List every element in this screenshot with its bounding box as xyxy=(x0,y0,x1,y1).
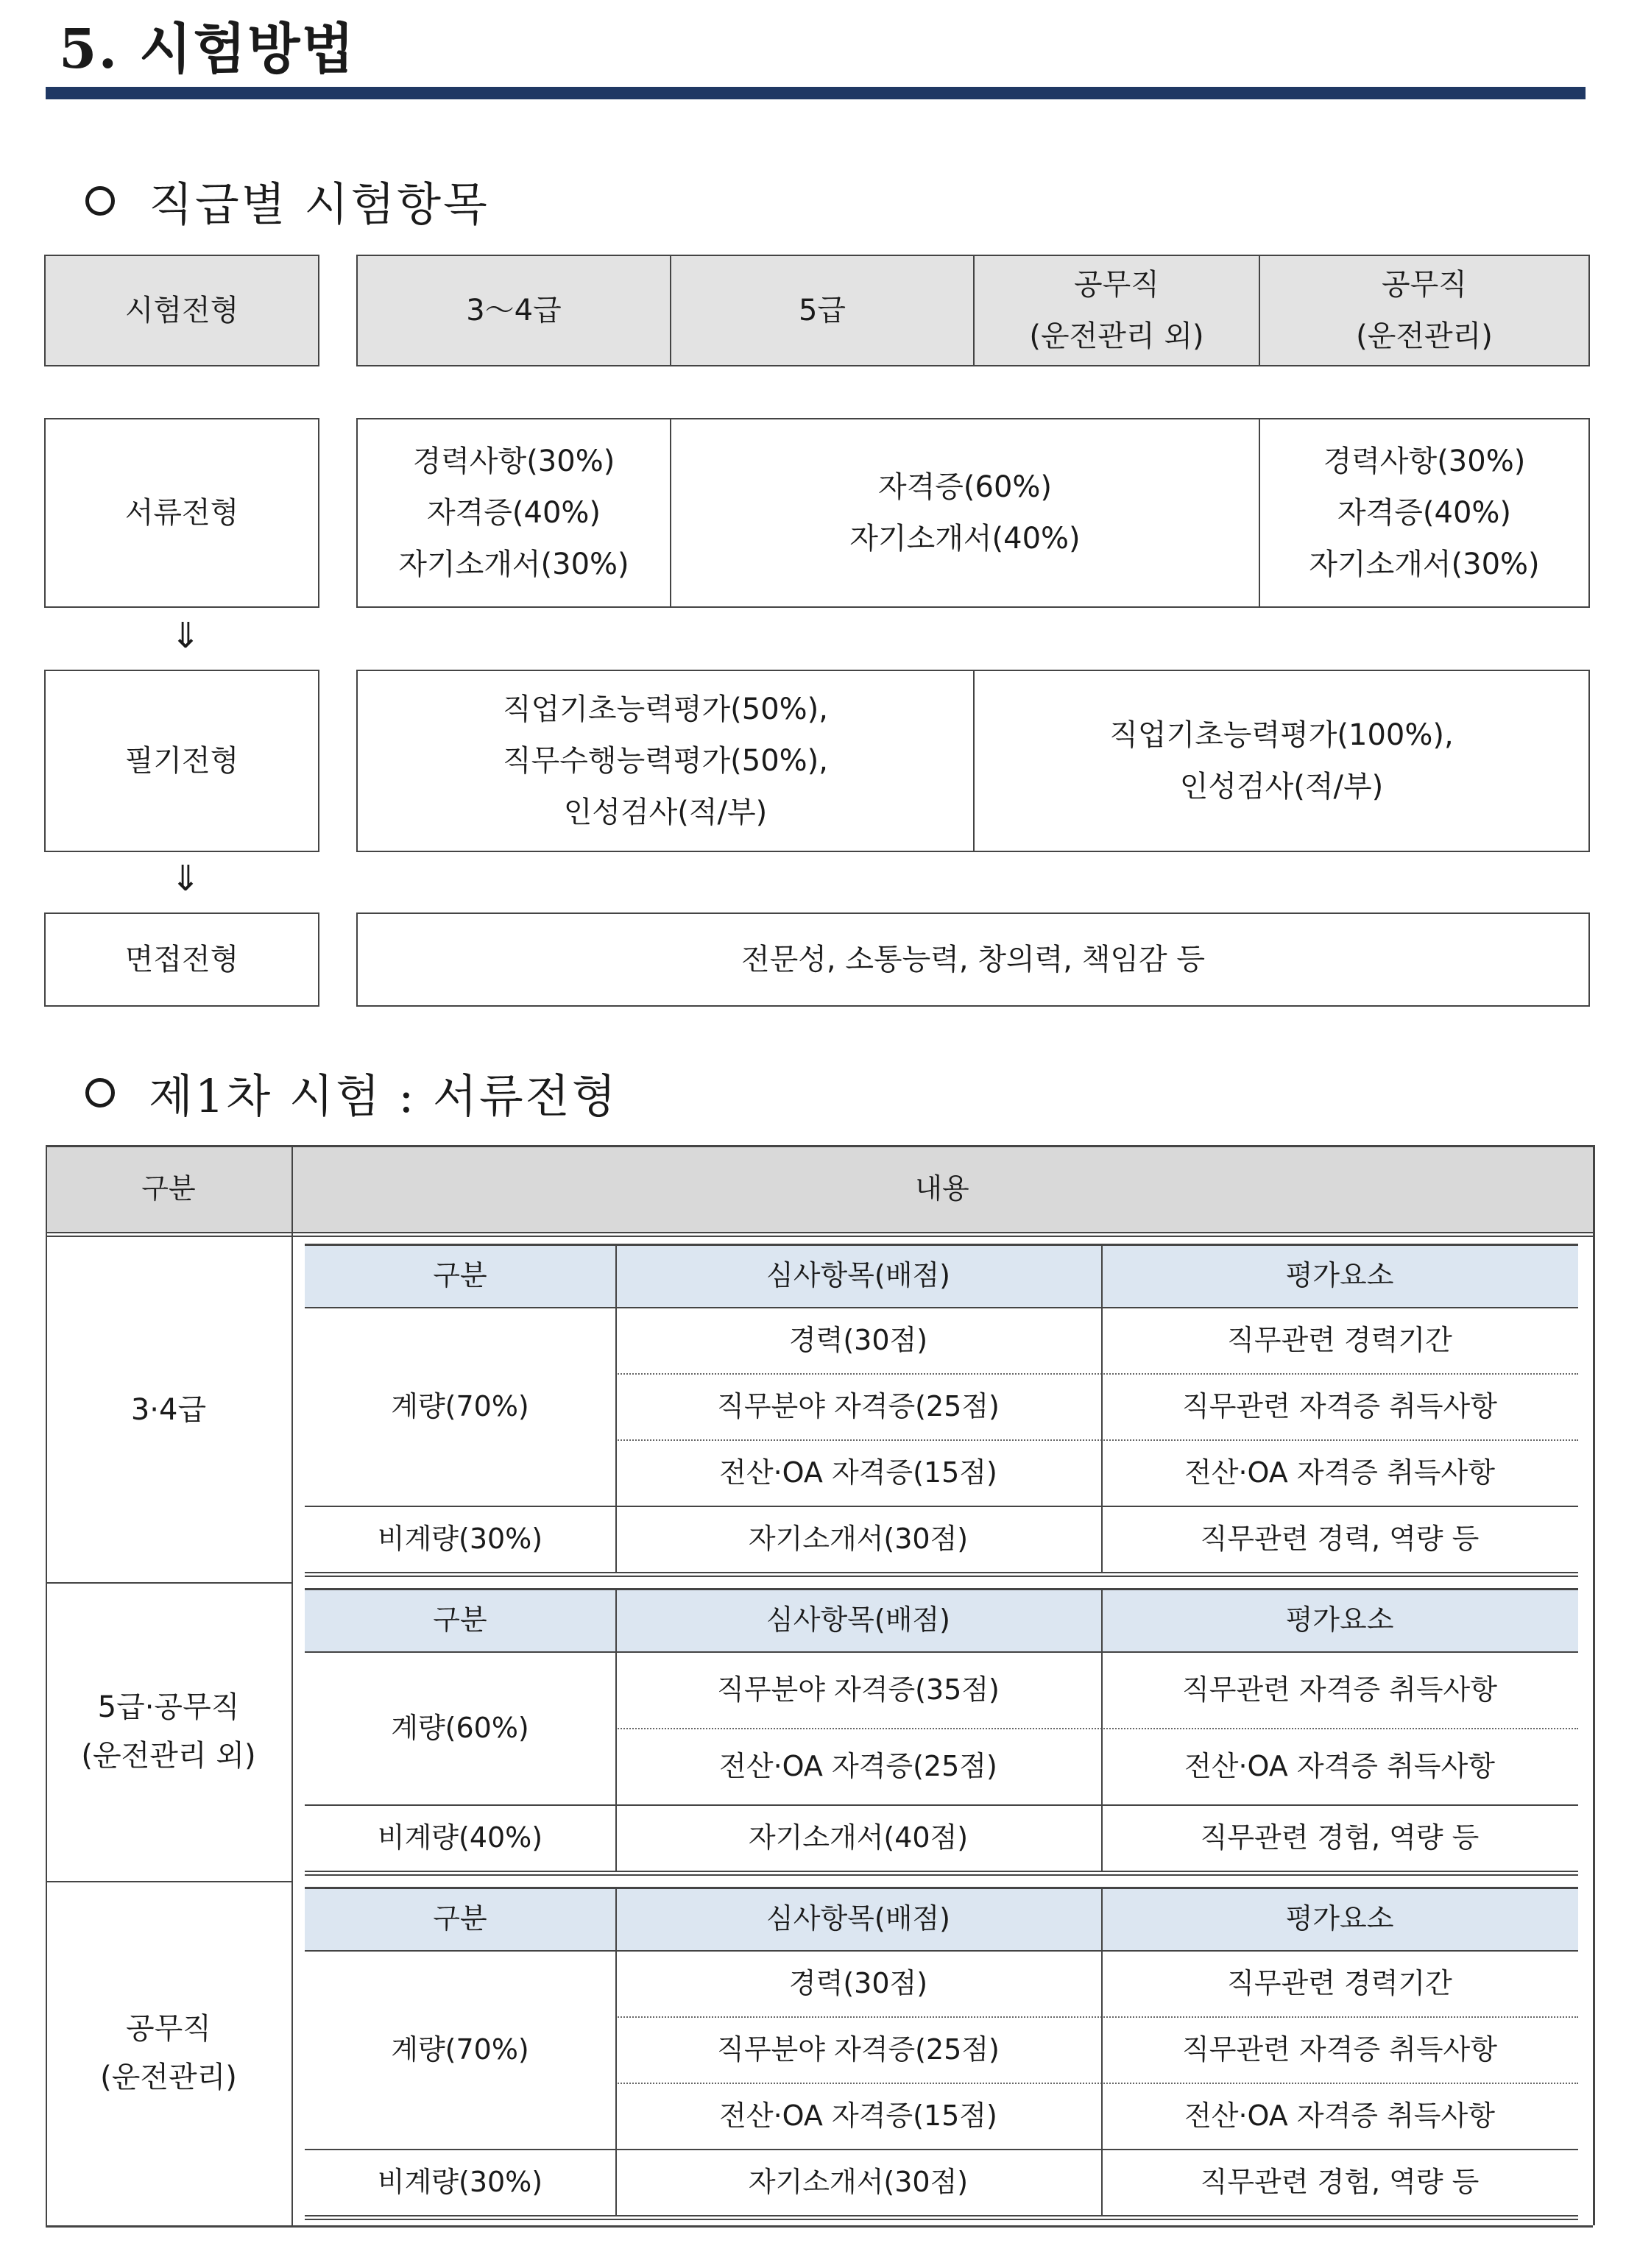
section-heading-first-exam xyxy=(85,1060,618,1125)
interview-criteria: 전문성, 소통능력, 창의력, 책임감 등 xyxy=(356,912,1590,1007)
factor-cell: 직무관련 경력기간 xyxy=(1227,1967,1452,1999)
group-label: 5급·공무직 (운전관리 외) xyxy=(81,1690,256,1773)
factor-cell: 직무관련 경험, 역량 등 xyxy=(1200,2166,1480,2198)
item-cell: 자기소개서(30점) xyxy=(748,1523,969,1555)
document-criteria-5-other: 자격증(60%) 자기소개서(40%) xyxy=(670,418,1260,608)
item-cell: 전산·OA 자격증(25점) xyxy=(719,1750,997,1782)
nonquant-label: 비계량(40%) xyxy=(377,1821,543,1854)
inner-header-factor: 평가요소 xyxy=(1101,1588,1578,1651)
table-line xyxy=(615,1887,617,2215)
factor-cell: 전산·OA 자격증 취득사항 xyxy=(1184,2099,1495,2132)
item-cell: 자기소개서(30점) xyxy=(748,2166,969,2198)
inner-header-category: 구분 xyxy=(305,1588,615,1651)
factor-cell: 직무관련 자격증 취득사항 xyxy=(1182,2033,1497,2066)
dotted-divider xyxy=(615,1373,1578,1375)
section-heading-exam-items xyxy=(85,168,489,233)
dotted-divider xyxy=(615,1728,1578,1729)
table-line xyxy=(305,1804,1578,1806)
table-line xyxy=(305,1871,1578,1872)
table-line xyxy=(305,2215,1578,2216)
item-cell: 자기소개서(40점) xyxy=(748,1821,969,1854)
table-line xyxy=(305,1506,1578,1507)
table-line xyxy=(305,1244,1578,1246)
table-line xyxy=(1101,1244,1103,1572)
table-line xyxy=(46,1881,291,1882)
dotted-divider xyxy=(615,2016,1578,2018)
factor-cell: 직무관련 자격증 취득사항 xyxy=(1182,1673,1497,1706)
factor-cell: 전산·OA 자격증 취득사항 xyxy=(1184,1456,1495,1489)
group-label: 3·4급 xyxy=(130,1393,207,1427)
table-line xyxy=(615,1588,617,1871)
item-cell: 전산·OA 자격증(15점) xyxy=(719,2099,997,2132)
item-cell: 직무분야 자격증(35점) xyxy=(717,1673,1000,1706)
table-line xyxy=(291,1145,293,2225)
written-criteria-3-5: 직업기초능력평가(50%), 직무수행능력평가(50%), 인성검사(적/부) xyxy=(356,670,975,852)
item-cell: 직무분야 자격증(25점) xyxy=(717,2033,1000,2066)
quant-label: 계량(70%) xyxy=(391,1390,529,1422)
circle-bullet-icon xyxy=(85,186,115,216)
table-header-content: 내용 xyxy=(291,1145,1593,1232)
header-grade-3-4: 3～4급 xyxy=(356,255,671,366)
stage-interview: 면접전형 xyxy=(44,912,319,1007)
table-line xyxy=(305,1588,1578,1590)
item-cell: 전산·OA 자격증(15점) xyxy=(719,1456,997,1489)
stage-document: 서류전형 xyxy=(44,418,319,608)
stage-written: 필기전형 xyxy=(44,670,319,852)
table-line xyxy=(305,1576,1578,1577)
factor-cell: 직무관련 경력, 역량 등 xyxy=(1200,1523,1480,1555)
table-line xyxy=(1593,1145,1595,2225)
item-cell: 경력(30점) xyxy=(788,1967,928,1999)
document-criteria-operation: 경력사항(30%) 자격증(40%) 자기소개서(30%) xyxy=(1259,418,1590,608)
nonquant-label: 비계량(30%) xyxy=(377,2166,543,2198)
inner-header-category: 구분 xyxy=(305,1244,615,1307)
header-public-worker-operation: 공무직 (운전관리) xyxy=(1259,255,1590,366)
factor-cell: 직무관련 자격증 취득사항 xyxy=(1182,1390,1497,1422)
table-line xyxy=(305,1572,1578,1573)
page-title: 5. 시험방법 xyxy=(59,18,356,81)
table-line xyxy=(46,1582,291,1584)
table-line xyxy=(305,1887,1578,1889)
section-heading-text: 제1차 시험 : 서류전형 xyxy=(149,1069,618,1123)
table-line xyxy=(305,1874,1578,1876)
nonquant-label: 비계량(30%) xyxy=(377,1523,543,1555)
inner-header-item: 심사항목(배점) xyxy=(615,1887,1101,1950)
inner-header-factor: 평가요소 xyxy=(1101,1244,1578,1307)
table-line xyxy=(46,1232,1593,1233)
factor-cell: 직무관련 경력기간 xyxy=(1227,1324,1452,1356)
header-public-worker-other: 공무직 (운전관리 외) xyxy=(973,255,1260,366)
down-arrow-icon: ⇓ xyxy=(171,615,201,656)
table-line xyxy=(1101,1887,1103,2215)
table-line xyxy=(305,1651,1578,1653)
table-line xyxy=(46,2225,1593,2228)
table-line xyxy=(46,1145,1593,1147)
table-line xyxy=(305,2219,1578,2220)
inner-header-item: 심사항목(배점) xyxy=(615,1588,1101,1651)
title-rule xyxy=(46,87,1586,99)
factor-cell: 전산·OA 자격증 취득사항 xyxy=(1184,1750,1495,1782)
header-grade-5: 5급 xyxy=(670,255,975,366)
down-arrow-icon: ⇓ xyxy=(171,858,201,899)
dotted-divider xyxy=(615,1439,1578,1441)
table-line xyxy=(46,1145,47,2225)
table-line xyxy=(615,1244,617,1572)
table-line xyxy=(1101,1588,1103,1871)
item-cell: 경력(30점) xyxy=(788,1324,928,1356)
dotted-divider xyxy=(615,2083,1578,2084)
table-line xyxy=(305,1307,1578,1308)
group-label: 공무직 (운전관리) xyxy=(100,2012,237,2094)
section-heading-text: 직급별 시험항목 xyxy=(149,177,489,231)
inner-header-item: 심사항목(배점) xyxy=(615,1244,1101,1307)
table-line xyxy=(305,2149,1578,2150)
circle-bullet-icon xyxy=(85,1078,115,1108)
header-stage: 시험전형 xyxy=(44,255,319,366)
table-header-category: 구분 xyxy=(46,1145,291,1232)
document-criteria-3-4: 경력사항(30%) 자격증(40%) 자기소개서(30%) xyxy=(356,418,671,608)
inner-header-category: 구분 xyxy=(305,1887,615,1950)
factor-cell: 직무관련 경험, 역량 등 xyxy=(1200,1821,1480,1854)
quant-label: 계량(70%) xyxy=(391,2033,529,2066)
inner-header-factor: 평가요소 xyxy=(1101,1887,1578,1950)
table-line xyxy=(46,1236,1593,1237)
table-line xyxy=(305,1950,1578,1952)
quant-label: 계량(60%) xyxy=(391,1712,529,1744)
written-criteria-public: 직업기초능력평가(100%), 인성검사(적/부) xyxy=(973,670,1590,852)
item-cell: 직무분야 자격증(25점) xyxy=(717,1390,1000,1422)
